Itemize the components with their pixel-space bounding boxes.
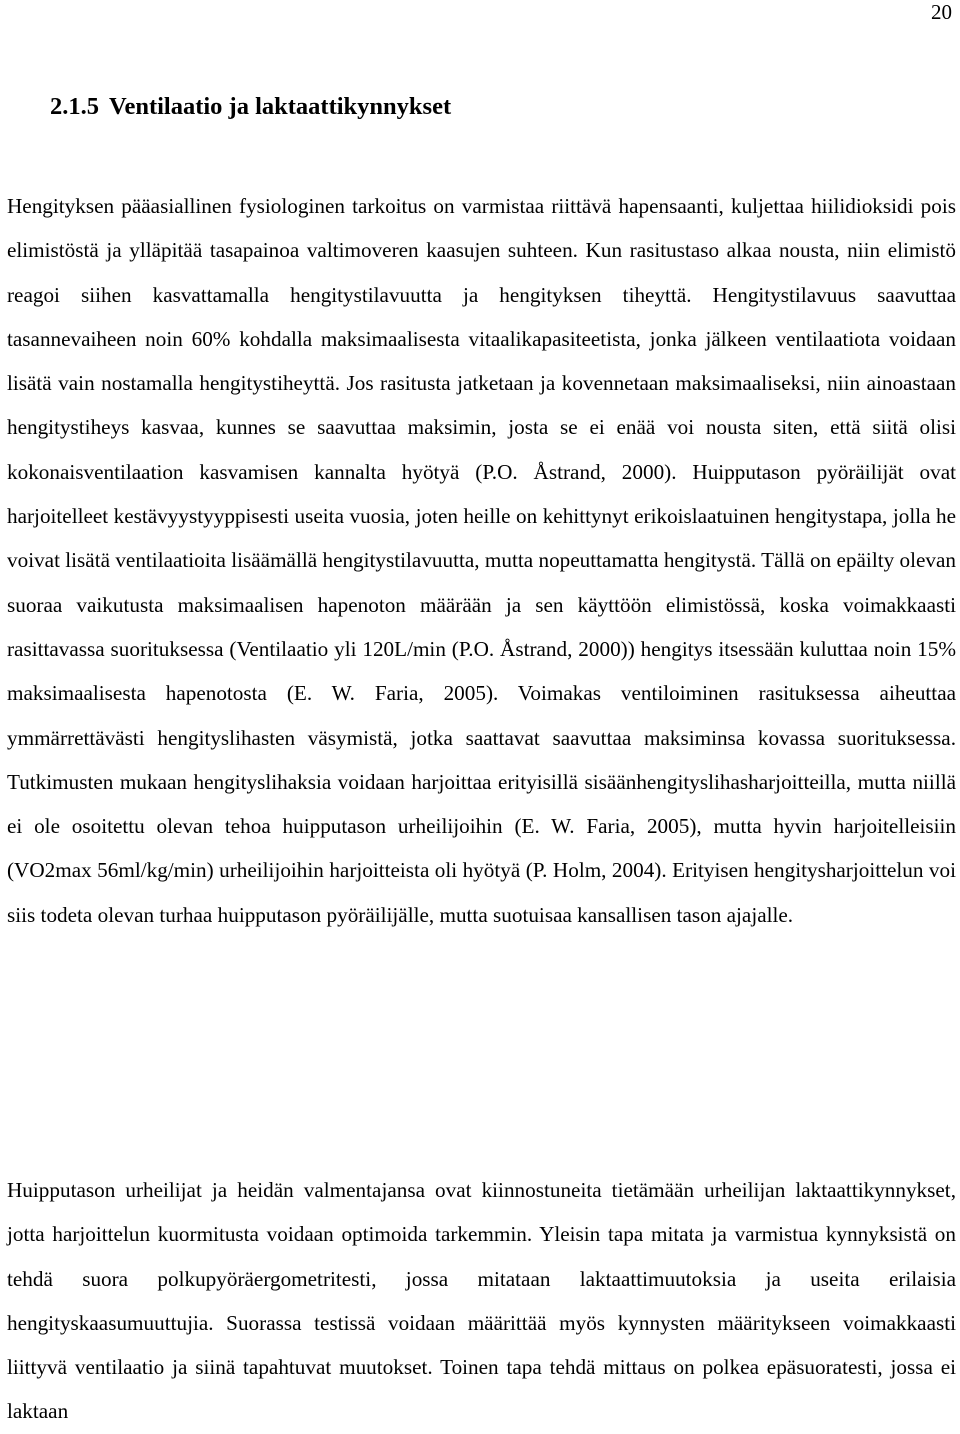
body-paragraph: Hengityksen pääasiallinen fysiologinen tarkoitus on varmistaa riittävä hapensaanti, kuljettaa hiilidioksidi pois elimistöstä ja ylläpitää tasapainoa valtimoveren kaasujen suhteen. Kun rasitustaso alkaa nousta, niin elimistö reagoi siihen kasvattamalla hengitystilavuutta ja hengityksen tiheyttä. Hengitystilavuus saavuttaa tasannevaiheen noin 60% kohdalla maksimaalisesta vitaalikapasiteetista, jonka jälkeen ventilaatiota voidaan lisätä vain nostamalla hengitystiheyttä. Jos rasitusta jatketaan ja kovennetaan maksimaaliseksi, niin ainoastaan hengitystiheys kasvaa, kunnes se saavuttaa maksimin, josta se ei enää voi nousta siten, että siitä olisi kokonaisventilaation kasvamisen kannalta hyötyä (P.O. Åstrand, 2000). Huipputason pyöräilijät ovat harjoitelleet kestävyystyyppisesti useita vuosia, joten heille on kehittynyt erikoislaatuinen hengitystapa, jolla he voivat lisätä ventilaatioita lisäämällä hengitystilavuutta, mutta nopeuttamatta hengitystä. Tällä on epäilty olevan suoraa vaikutusta maksimaalisen hapenoton määrään ja sen käyttöön elimistössä, koska voimakkaasti rasittavassa suorituksessa (Ventilaatio yli 120L/min (P.O. Åstrand, 2000)) hengitys itsessään kuluttaa noin 15% maksimaalisesta hapenotosta (E. W. Faria, 2005). Voimakas ventiloiminen rasituksessa aiheuttaa ymmärrettävästi hengityslihasten väsymistä, jotka saattavat saavuttaa maksiminsa kovassa suorituksessa. Tutkimusten mukaan hengityslihaksia voidaan harjoittaa erityisillä sisäänhengityslihasharjoitteilla, mutta niillä ei ole osoitettu olevan tehoa huipputason urheilijoihin (E. W. Faria, 2005), mutta hyvin harjoitelleisiin (VO2max 56ml/kg/min) urheilijoihin harjoitteista oli hyötyä (P. Holm, 2004). Erityisen hengitysharjoittelun voi siis todeta olevan turhaa huipputason pyöräilijälle, mutta suotuisaa kansallisen tason ajajalle. — [7, 194, 956, 927]
body-paragraph: Huipputason urheilijat ja heidän valmentajansa ovat kiinnostuneita tietämään urheilijan laktaattikynnykset, jotta harjoittelun kuormitusta voidaan optimoida tarkemmin. Yleisin tapa mitata ja varmistua kynnyksistä on tehdä suora polkupyöräergometritesti, jossa mitataan laktaattimuutoksia ja useita erilaisia hengityskaasumuuttujia. Suorassa testissä voidaan määrittää myös kynnysten määritykseen voimakkaasti liittyvä ventilaatio ja siinä tapahtuvat muutokset. Toinen tapa tehdä mittaus on polkea epäsuoratesti, jossa ei laktaan — [7, 1178, 956, 1424]
page-number: 20 — [931, 0, 952, 24]
section-number: 2.1.5 — [50, 93, 99, 120]
section-title: Ventilaatio ja laktaattikynnykset — [109, 93, 452, 120]
section-heading — [50, 92, 451, 122]
